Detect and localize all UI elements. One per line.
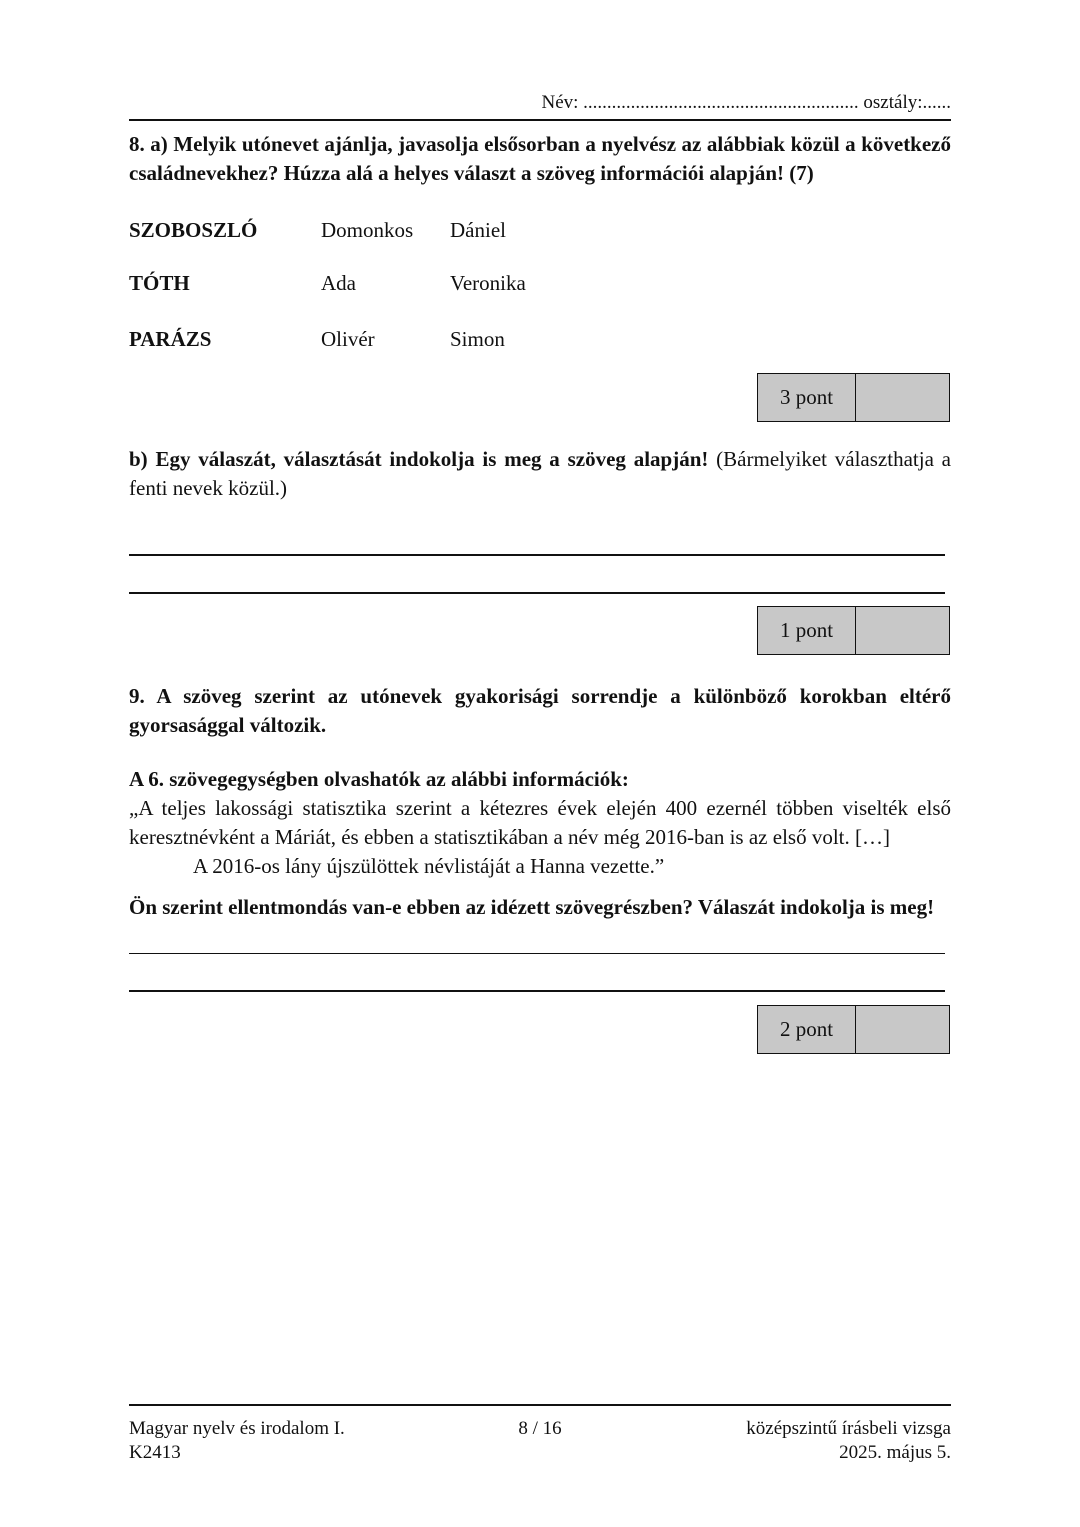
family-name-3: PARÁZS xyxy=(129,327,212,351)
question-9-intro: 9. A szöveg szerint az utónevek gyakorisági sorrendje a különböző korokban eltérő gyorsasággal változik. xyxy=(129,684,951,737)
question-8a-number: 8. a) xyxy=(129,132,168,156)
score-label: 3 pont xyxy=(758,374,856,421)
source-heading: A 6. szövegegységben olvashatók az alábbi információk: xyxy=(129,767,629,791)
exam-date: 2025. május 5. xyxy=(839,1442,951,1463)
score-entry-cell[interactable] xyxy=(856,607,949,654)
family-name-2: TÓTH xyxy=(129,271,190,295)
question-9-prompt: Ön szerint ellentmondás van-e ebben az idézett szövegrészben? Válaszát indokolja is meg! xyxy=(129,895,935,919)
exam-code: K2413 xyxy=(129,1442,181,1463)
question-8b-note: (Bármelyiket választhatja a fenti nevek közül.) xyxy=(129,447,951,500)
footer-right xyxy=(651,1417,951,1465)
subject-title: Magyar nyelv és irodalom I. xyxy=(129,1418,345,1439)
first-name-option[interactable]: Ada xyxy=(321,271,356,295)
question-8a-text xyxy=(129,130,951,188)
family-name-1: SZOBOSZLÓ xyxy=(129,218,258,242)
answer-line[interactable] xyxy=(129,953,945,954)
question-8b-instruction: b) Egy válaszát, választását indokolja is meg a szöveg alapján! xyxy=(129,447,709,471)
score-label: 1 pont xyxy=(758,607,856,654)
answer-line[interactable] xyxy=(129,990,945,992)
score-box-9 xyxy=(757,1005,950,1054)
question-8b-text xyxy=(129,445,951,503)
first-name-option[interactable]: Simon xyxy=(450,327,505,351)
question-8a-body: Melyik utónevet ajánlja, javasolja elsősorban a nyelvész az alábbiak közül a következő családnevekhez? Húzza alá a helyes választ a szöveg információi alapján! (7) xyxy=(129,132,952,185)
first-name-option[interactable]: Domonkos xyxy=(321,218,414,242)
score-entry-cell[interactable] xyxy=(856,1006,949,1053)
score-box-8b xyxy=(757,606,950,655)
answer-line[interactable] xyxy=(129,554,945,556)
exam-level: középszintű írásbeli vizsga xyxy=(746,1418,951,1439)
first-name-option[interactable]: Veronika xyxy=(450,271,526,295)
quote-paragraph-1: „A teljes lakossági statisztika szerint a kétezres évek elején 400 ezernél többen viselték első keresztnévként a Máriát, és ebben a statisztikában a név még 2016-ban is az első volt. […] xyxy=(129,796,951,849)
first-name-option[interactable]: Dániel xyxy=(450,218,506,242)
name-class-field: Név: .......................................................... osztály:...... xyxy=(541,92,951,113)
answer-line[interactable] xyxy=(129,592,945,594)
score-label: 2 pont xyxy=(758,1006,856,1053)
quote-paragraph-2: A 2016-os lány újszülöttek névlistáját a Hanna vezette.” xyxy=(193,854,665,878)
score-entry-cell[interactable] xyxy=(856,374,949,421)
footer-rule xyxy=(129,1404,951,1406)
first-name-option[interactable]: Olivér xyxy=(321,327,375,351)
footer-left xyxy=(129,1417,345,1465)
header-rule xyxy=(129,119,951,121)
page-number: 8 / 16 xyxy=(518,1418,562,1439)
score-box-8a xyxy=(757,373,950,422)
